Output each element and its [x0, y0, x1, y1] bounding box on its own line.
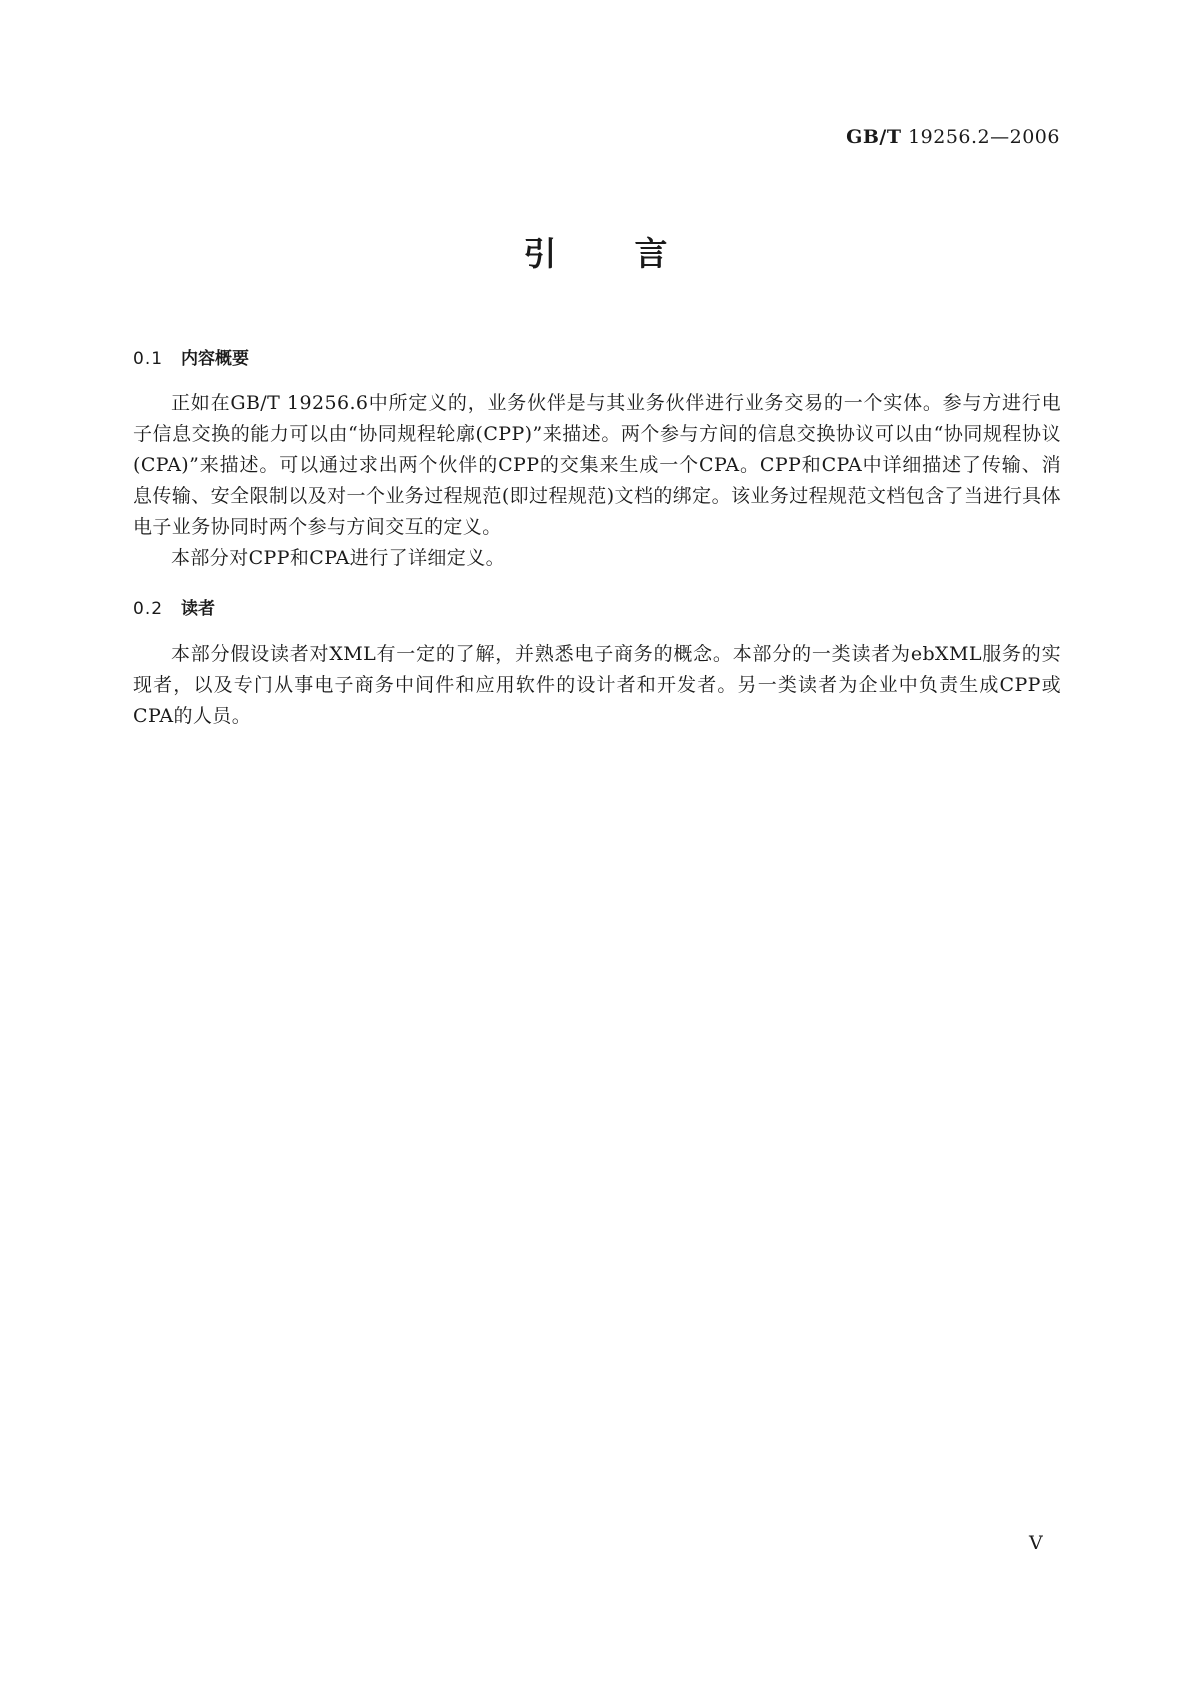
section-title: 内容概要 [181, 349, 249, 369]
page-title: 引言 [523, 234, 746, 273]
section-title: 读者 [181, 599, 215, 619]
paragraph: 正如在GB/T 19256.6中所定义的，业务伙伴是与其业务伙伴进行业务交易的一个实体。参与方进行电子信息交换的能力可以由“协同规程轮廓(CPP)”来描述。两个参与方间的信息交换协议可以由“协同规程协议(CPA)”来描述。可以通过求出两个伙伴的CPP的交集来生成一个CPA。CPP和CPA中详细描述了传输、消息传输、安全限制以及对一个业务过程规范(即过程规范)文档的绑定。该业务过程规范文档包含了当进行具体电子业务协同时两个参与方间交互的定义。 [133, 392, 1061, 538]
section-content-overview [133, 347, 1061, 574]
standard-code [846, 126, 1060, 148]
paragraph: 本部分假设读者对XML有一定的了解，并熟悉电子商务的概念。本部分的一类读者为ebXML服务的实现者，以及专门从事电子商务中间件和应用软件的设计者和开发者。另一类读者为企业中负责生成CPP或CPA的人员。 [133, 643, 1061, 727]
section-heading [133, 597, 1061, 621]
paragraph: 本部分对CPP和CPA进行了详细定义。 [171, 547, 506, 569]
section-readers [133, 597, 1061, 732]
section-number: 0.2 [133, 599, 164, 619]
section-number: 0.1 [133, 349, 164, 369]
standard-number: 19256.2—2006 [908, 126, 1060, 148]
page-number: V [1029, 1532, 1043, 1554]
standard-prefix: GB/T [846, 126, 902, 148]
section-heading [133, 347, 1061, 371]
